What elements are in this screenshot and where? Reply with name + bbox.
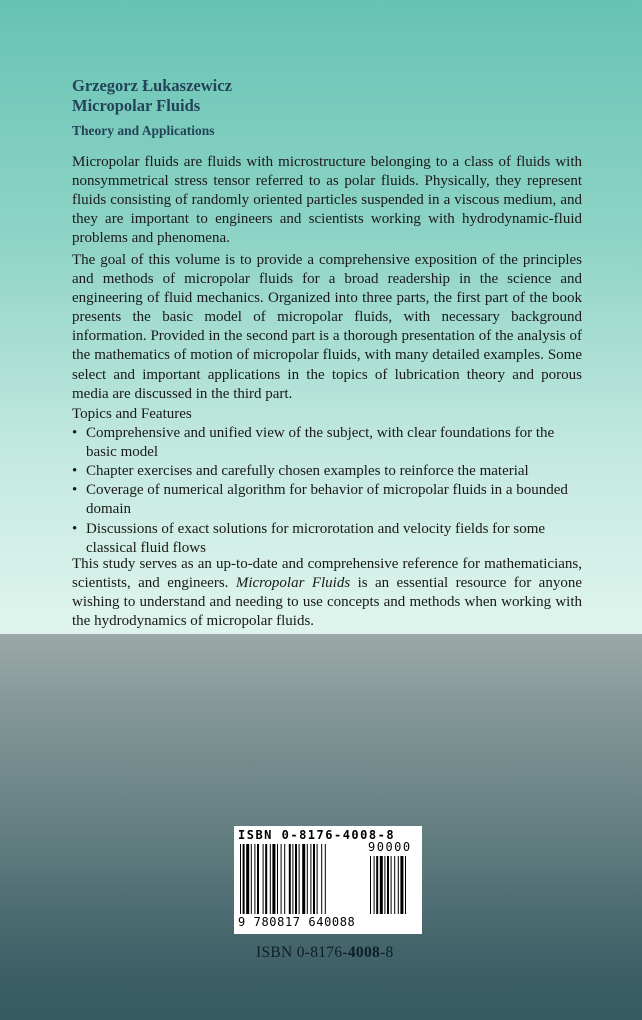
bullet-icon: •: [72, 482, 78, 499]
book-header: [72, 76, 232, 140]
paragraph-text: [72, 555, 582, 631]
book-subtitle: Theory and Applications: [72, 123, 215, 138]
bullet-icon: •: [72, 463, 78, 480]
paragraph-text-start: This study serves as an up-to-date and comprehensive reference for mathematicians, scientists, and engineers.: [72, 556, 582, 592]
barcode: [234, 826, 422, 934]
author-name: Grzegorz Łukaszewicz: [72, 76, 232, 95]
feature-item: [72, 520, 582, 558]
paragraph-text: The goal of this volume is to provide a comprehensive exposition of the principles and methods of micropolar fluids for a broad readership in the science and engineering of fluid mechanics. Organized into three parts, the first part of the book presents the basic model of micropolar fluids, with necessary background information. Provided in the second part is a thorough presentation of the analysis of the mathematics of motion of micropolar fluids, with many detailed examples. Some select and important applications in the topics of lubrication theory and porous media are discussed in the third part.: [72, 252, 582, 402]
feature-item: [72, 462, 582, 481]
description-paragraph-3: [72, 555, 582, 631]
bullet-icon: •: [72, 520, 78, 537]
feature-text: Coverage of numerical algorithm for behavior of micropolar fluids in a bounded domain: [86, 482, 568, 518]
paragraph-text: Micropolar fluids are fluids with microstructure belonging to a class of fluids with nonsymmetrical stress tensor referred to as polar fluids. Physically, they represent fluids consisting of randomly oriented particles suspended in a viscous medium, and they are important to engineers and scientists working with hydrodynamic-fluid problems and phenomena.: [72, 154, 582, 247]
description-paragraph-1: [72, 153, 582, 248]
isbn-bold: 4008: [347, 944, 381, 961]
feature-text: Chapter exercises and carefully chosen examples to reinforce the material: [86, 463, 529, 480]
feature-item: [72, 424, 582, 462]
paragraph-text-end: is an essential resource for anyone wishing to understand and needing to use concepts and methods when working with the hydrodynamics of micropolar fluids.: [72, 575, 582, 630]
barcode-isbn-text: ISBN 0-8176-4008-8: [238, 828, 396, 842]
feature-text: Comprehensive and unified view of the subject, with clear foundations for the basic model: [86, 425, 555, 461]
topics-and-features: [72, 405, 582, 558]
topics-heading: Topics and Features: [72, 406, 192, 422]
book-title: Micropolar Fluids: [72, 96, 201, 115]
barcode-addon-number: 90000: [368, 840, 412, 854]
barcode-main-number: 9 780817 640088: [238, 915, 356, 929]
book-title-italic: Micropolar Fluids: [235, 575, 351, 592]
isbn-suffix: -8: [380, 944, 394, 961]
feature-item: [72, 481, 582, 519]
features-list: [72, 424, 582, 558]
description-paragraph-2: [72, 251, 582, 404]
bullet-icon: •: [72, 425, 78, 442]
isbn-prefix: ISBN 0-8176-: [256, 944, 348, 961]
isbn-line: [256, 944, 394, 962]
feature-text: Discussions of exact solutions for microrotation and velocity fields for some classical fluid flows: [86, 520, 546, 556]
